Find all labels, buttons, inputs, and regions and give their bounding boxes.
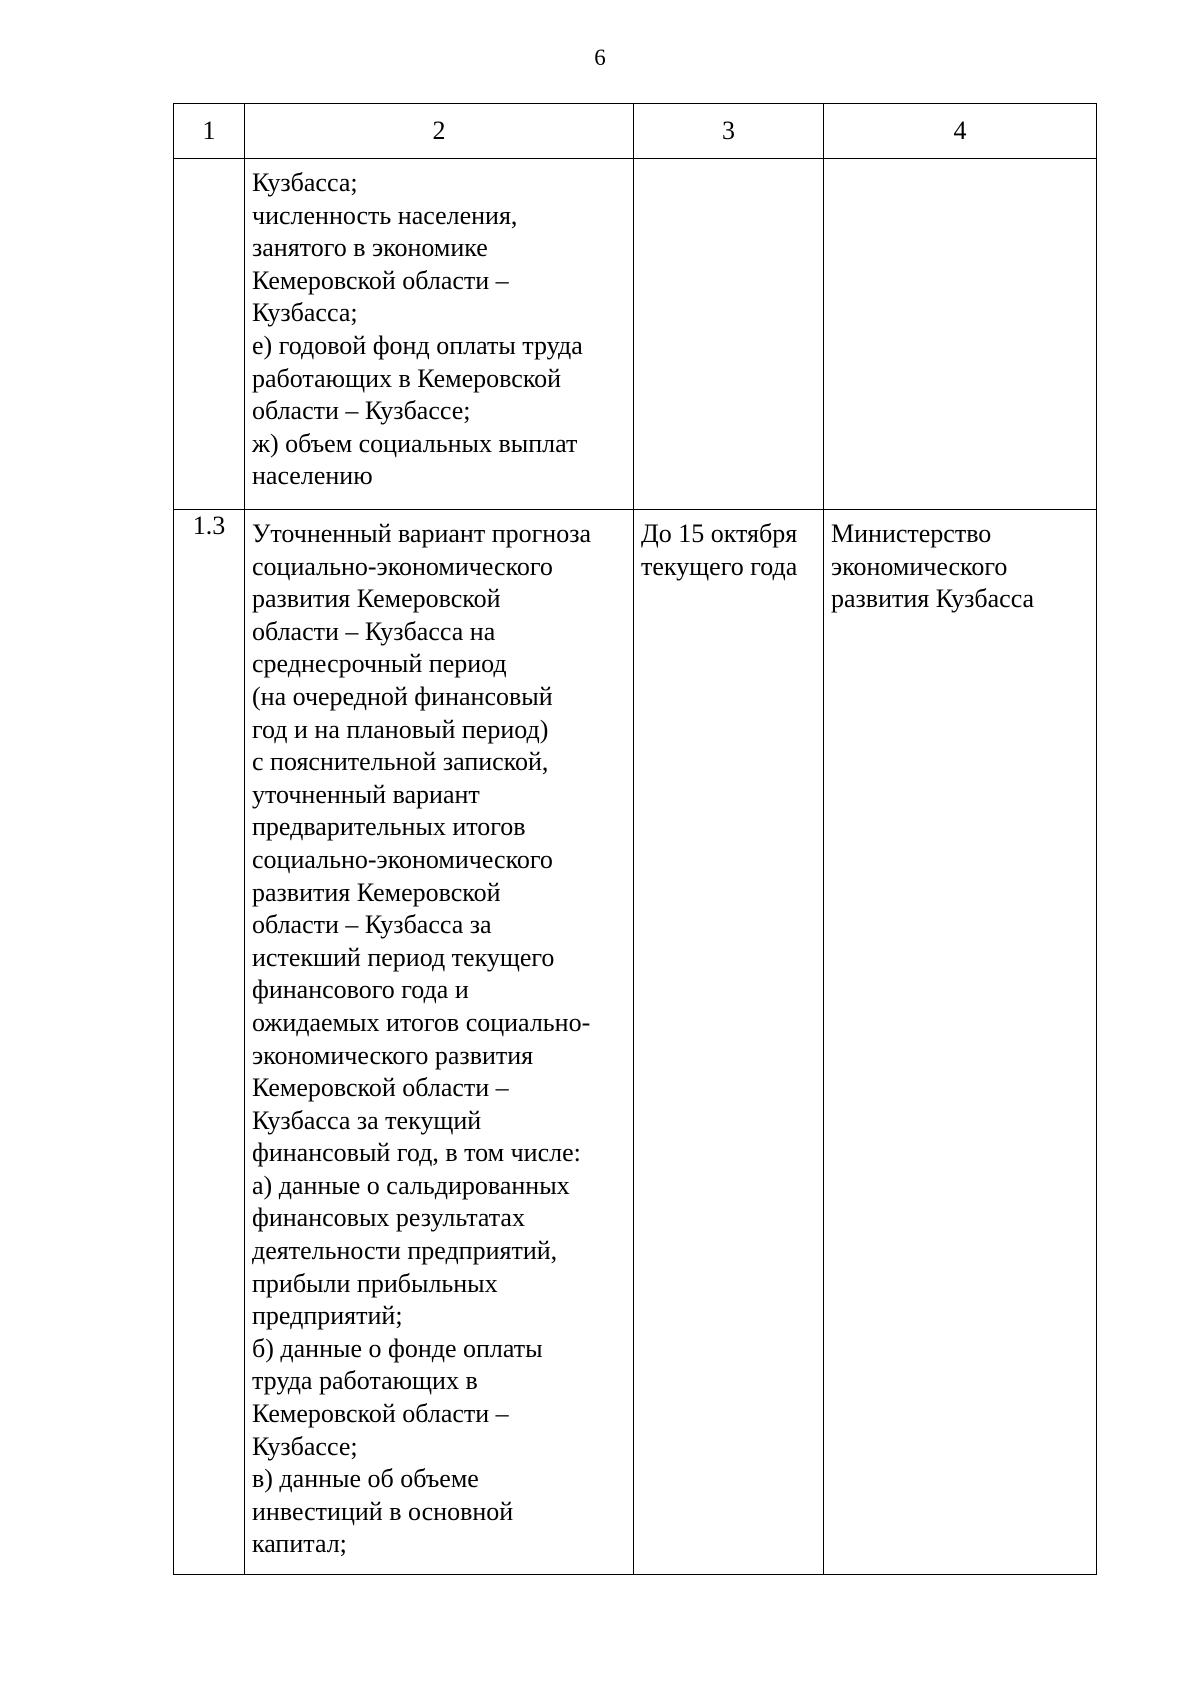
text-line: деятельности предприятий, [252, 1236, 558, 1266]
text-line: ж) объем социальных выплат [252, 428, 578, 458]
row-description [245, 510, 634, 1575]
row-deadline [634, 159, 824, 510]
text-line: социально-экономического [252, 551, 553, 581]
row-responsible [824, 159, 1097, 510]
text-line: Кемеровской области – [252, 1073, 509, 1103]
row-description [245, 159, 634, 510]
text-line: Кузбасса за текущий [252, 1105, 482, 1135]
table-header-row [174, 104, 1097, 159]
text-line: области – Кузбасса за [252, 910, 492, 940]
text-line: предприятий; [252, 1301, 403, 1331]
text-line: развития Кемеровской [252, 877, 501, 907]
text-line: Министерство [831, 519, 992, 548]
text-line: До 15 октября [641, 519, 798, 548]
header-col-1: 1 [174, 104, 245, 159]
text-line: год и на плановый период) [252, 714, 549, 744]
row-number [174, 159, 245, 510]
text-line: ожидаемых итогов социально- [252, 1007, 591, 1037]
text-line: среднесрочный период [252, 649, 507, 679]
row-number: 1.3 [174, 510, 245, 1575]
text-line: прибыли прибыльных [252, 1268, 498, 1298]
text-line: экономического [831, 551, 1008, 581]
text-line: Кемеровской области – [252, 265, 509, 295]
row-deadline [634, 510, 824, 1575]
text-line: в) данные об объеме [252, 1464, 479, 1494]
text-line: финансовых результатах [252, 1203, 525, 1233]
text-line: Кузбассе; [252, 1431, 358, 1461]
text-line: с пояснительной запиской, [252, 747, 549, 777]
text-line: развития Кузбасса [831, 584, 1035, 614]
text-line: текущего года [641, 551, 798, 581]
text-line: социально-экономического [252, 844, 553, 874]
text-line: Кузбасса; [252, 298, 358, 328]
text-line: капитал; [252, 1529, 347, 1559]
text-line: труда работающих в [252, 1366, 478, 1396]
text-line: уточненный вариант [252, 779, 480, 809]
text-line: финансового года и [252, 975, 469, 1005]
text-line: численность населения, [252, 200, 518, 230]
page-number: 6 [594, 45, 606, 70]
text-line: Кузбасса; [252, 168, 358, 197]
table-row [174, 510, 1097, 1575]
text-line: занятого в экономике [252, 233, 488, 263]
document-table [173, 103, 1097, 1575]
text-line: Кемеровской области – [252, 1399, 509, 1429]
text-line: экономического развития [252, 1040, 534, 1070]
text-line: а) данные о сальдированных [252, 1170, 570, 1200]
text-line: б) данные о фонде оплаты [252, 1333, 543, 1363]
header-col-3: 3 [634, 104, 824, 159]
text-line: предварительных итогов [252, 812, 526, 842]
text-line: Уточненный вариант прогноза [252, 519, 592, 548]
text-line: области – Кузбасса на [252, 616, 496, 646]
text-line: работающих в Кемеровской [252, 363, 562, 393]
row-responsible [824, 510, 1097, 1575]
text-line: (на очередной финансовый [252, 681, 553, 711]
table-row [174, 159, 1097, 510]
text-line: развития Кемеровской [252, 584, 501, 614]
text-line: инвестиций в основной [252, 1496, 514, 1526]
text-line: населению [252, 461, 373, 491]
header-col-4: 4 [824, 104, 1097, 159]
text-line: истекший период текущего [252, 942, 555, 972]
text-line: е) годовой фонд оплаты труда [252, 330, 583, 360]
text-line: финансовый год, в том числе: [252, 1138, 581, 1168]
text-line: области – Кузбассе; [252, 396, 471, 426]
header-col-2: 2 [245, 104, 634, 159]
